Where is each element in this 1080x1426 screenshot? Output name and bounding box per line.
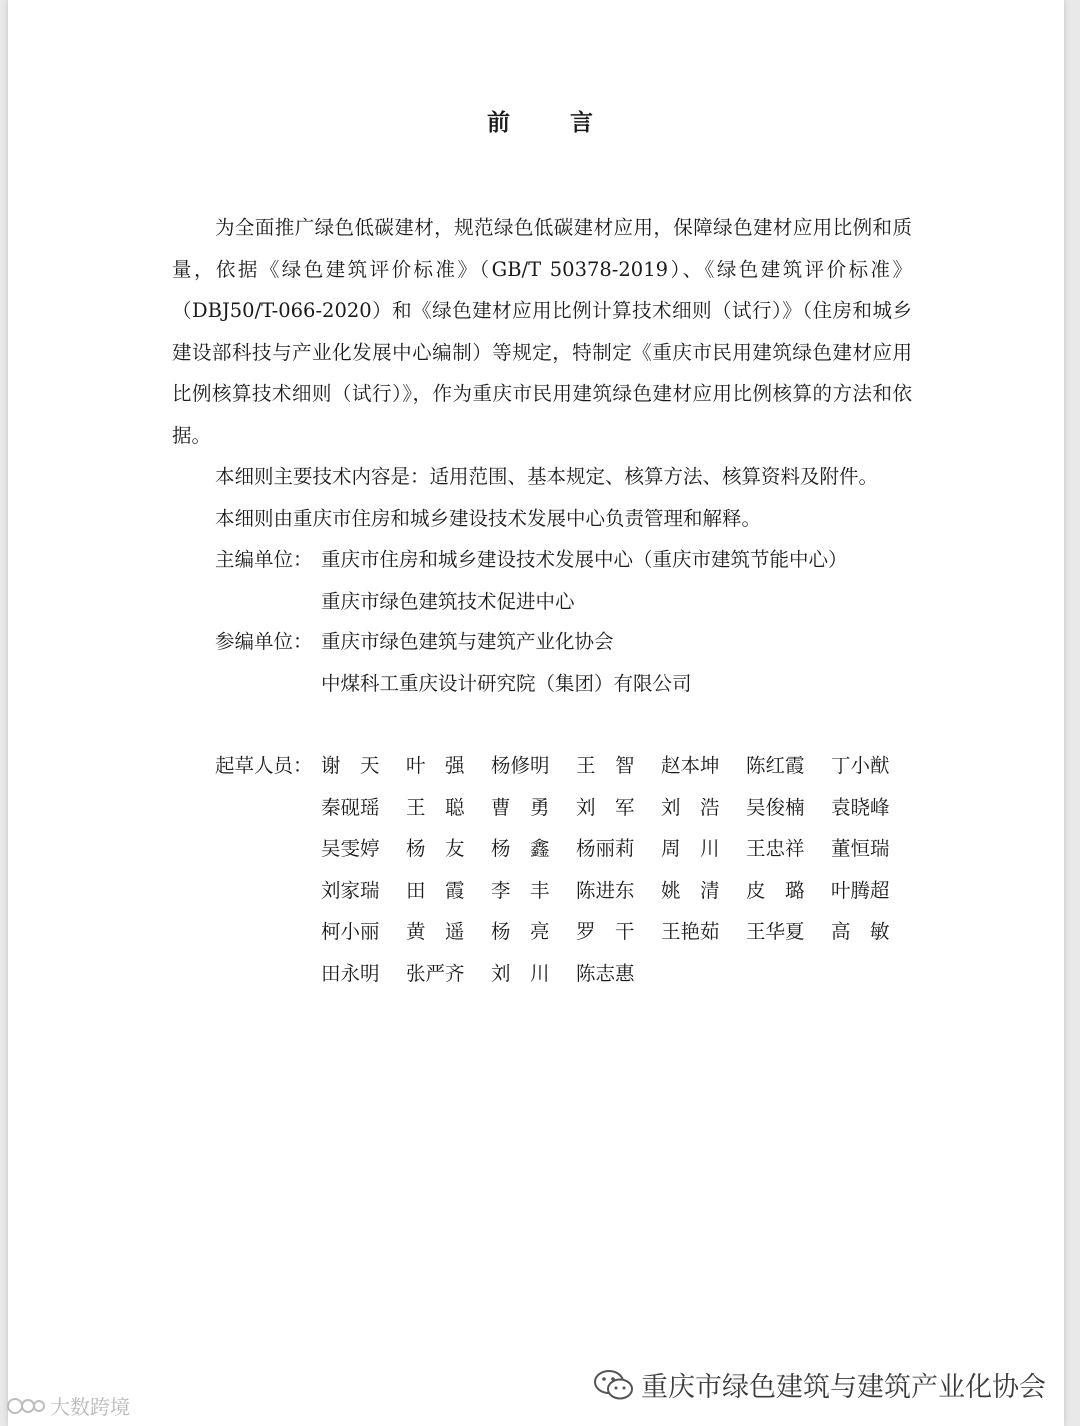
drafter-name: 曹 勇 <box>491 795 550 819</box>
paragraph: 本细则主要技术内容是：适用范围、基本规定、核算方法、核算资料及附件。 <box>215 465 879 488</box>
chief-editor-label: 主编单位： <box>215 548 313 571</box>
drafter-name: 王艳茹 <box>661 920 720 943</box>
drafter-row <box>215 745 916 787</box>
drafter-name: 王 聪 <box>406 795 465 819</box>
drafter-name: 罗 干 <box>576 920 635 943</box>
drafter-name: 叶 强 <box>406 754 465 777</box>
wechat-icon <box>593 1369 635 1401</box>
brand-logo-icon <box>6 1395 46 1417</box>
drafter-row <box>215 828 916 870</box>
preface-body <box>172 207 912 539</box>
drafter-name: 王忠祥 <box>746 837 805 860</box>
drafter-name: 杨丽莉 <box>576 837 635 860</box>
page-title: 前 言 <box>486 109 619 136</box>
watermark-left <box>6 1391 130 1420</box>
drafter-name: 董恒瑞 <box>831 837 890 860</box>
drafter-name: 王华夏 <box>746 920 805 943</box>
drafter-name: 秦砚瑶 <box>321 795 380 819</box>
drafter-name: 杨 友 <box>406 837 465 860</box>
drafter-name: 叶腾超 <box>831 878 890 902</box>
drafter-name: 姚 清 <box>661 878 720 902</box>
drafter-name: 袁晓峰 <box>831 795 890 819</box>
chief-editor-unit: 重庆市绿色建筑技术促进中心 <box>321 589 575 613</box>
drafter-name: 张严齐 <box>406 961 465 985</box>
drafter-name: 杨 鑫 <box>491 837 550 860</box>
drafter-name: 田永明 <box>321 961 380 985</box>
drafter-name: 刘 浩 <box>661 795 720 819</box>
co-editor-unit: 重庆市绿色建筑与建筑产业化协会 <box>321 630 614 653</box>
drafter-row <box>215 787 916 829</box>
drafter-name: 皮 璐 <box>746 878 805 902</box>
drafter-name: 柯小丽 <box>321 920 380 943</box>
drafter-row <box>215 911 916 953</box>
drafter-name: 吴俊楠 <box>746 795 805 819</box>
chief-editor-unit: 重庆市住房和城乡建设技术发展中心（重庆市建筑节能中心） <box>321 548 848 571</box>
drafter-name: 杨 亮 <box>491 920 550 943</box>
drafter-name: 陈志惠 <box>576 961 635 985</box>
drafter-name: 黄 遥 <box>406 920 465 943</box>
drafter-name: 李 丰 <box>491 878 550 902</box>
drafter-name: 刘家瑞 <box>321 878 380 902</box>
paragraph: 本细则由重庆市住房和城乡建设技术发展中心负责管理和解释。 <box>215 506 762 530</box>
drafter-row <box>215 870 916 912</box>
drafter-name: 吴雯婷 <box>321 837 380 860</box>
drafter-name: 王 智 <box>576 754 635 777</box>
drafter-name: 周 川 <box>661 837 720 860</box>
drafters-section <box>215 745 916 994</box>
drafter-name: 刘 军 <box>576 795 635 819</box>
drafter-name: 杨修明 <box>491 754 550 777</box>
co-editor-section <box>215 621 692 704</box>
co-editor-unit: 中煤科工重庆设计研究院（集团）有限公司 <box>321 671 692 695</box>
drafter-name: 田 霞 <box>406 878 465 902</box>
paragraph: 为全面推广绿色低碳建材，规范绿色低碳建材应用，保障绿色建材应用比例和质量，依据《绿色建筑评价标准》（GB/T 50378-2019）、《绿色建筑评价标准》（DBJ50/T-066-2020）和《绿色建材应用比例计算技术细则（试行）》（住房和城乡建设部科技与产业化发展中心编制）等规定，特制定《重庆市民用建筑绿色建材应用比例核算技术细则（试行）》，作为重庆市民用建筑绿色建材应用比例核算的方法和依据。 <box>172 216 912 447</box>
watermark-text: 重庆市绿色建筑与建筑产业化协会 <box>641 1372 1046 1403</box>
drafter-row <box>215 953 916 995</box>
chief-editor-section <box>215 539 848 622</box>
drafter-name: 丁小猷 <box>831 754 890 777</box>
drafter-name: 谢 天 <box>321 754 380 777</box>
watermark-right <box>593 1365 1046 1404</box>
drafter-name: 高 敏 <box>831 920 890 943</box>
drafter-label: 起草人员： <box>215 754 313 777</box>
drafter-name: 陈进东 <box>576 878 635 902</box>
drafter-name: 陈红霞 <box>746 754 805 777</box>
watermark-text: 大数跨境 <box>50 1395 130 1419</box>
drafter-name: 刘 川 <box>491 961 550 985</box>
co-editor-label: 参编单位： <box>215 630 313 653</box>
drafter-name: 赵本坤 <box>661 754 720 777</box>
